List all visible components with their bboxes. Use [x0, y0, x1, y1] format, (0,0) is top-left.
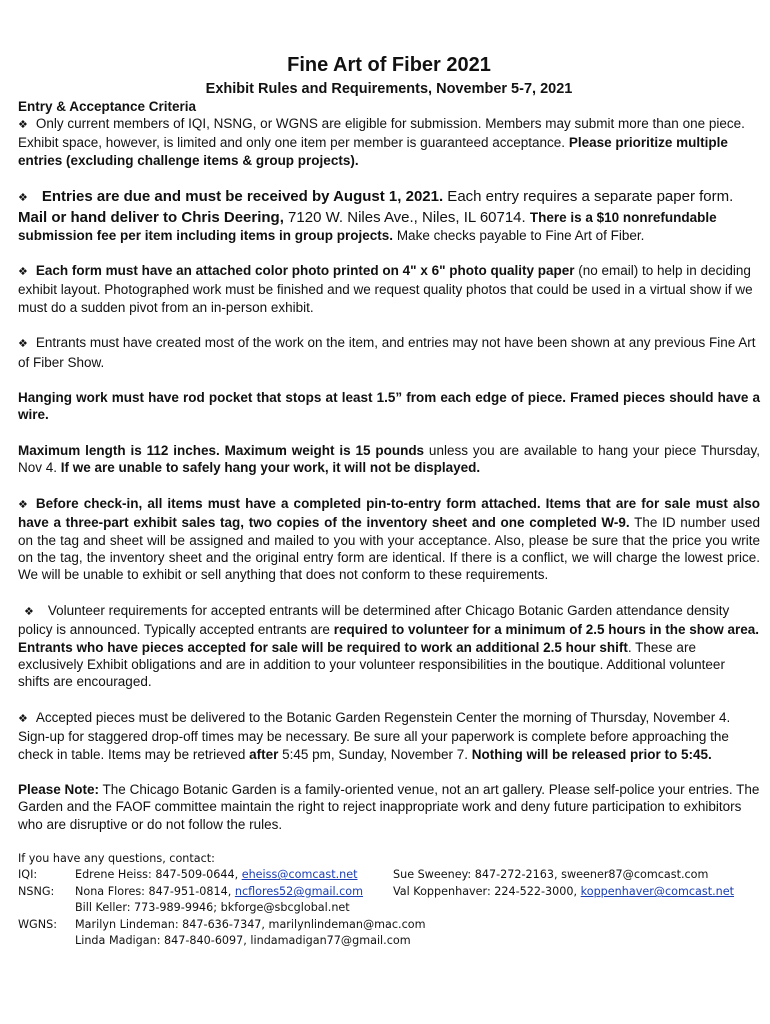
contact-wgns-1: Marilyn Lindeman: 847-636-7347, marilynlindeman@mac.com: [75, 918, 426, 932]
contact-nsng-3: Bill Keller: 773-989-9946; bkforge@sbcglobal.net: [75, 901, 350, 915]
rule-eligibility: ❖ Only current members of IQI, NSNG, or WGNS are eligible for submission. Members may submit more than one piece. Exhibit space, however, is limited and only one item per member is guaranteed acceptance. Please prioritize multiple entries (excluding challenge items & group projects).: [18, 116, 745, 168]
contact-iqi-2: Sue Sweeney: 847-272-2163, sweener87@comcast.com: [393, 868, 709, 882]
entry-heading: Entry & Acceptance Criteria: [18, 99, 197, 114]
rule-volunteer: ❖ Volunteer requirements for accepted entrants will be determined after Chicago Botanic Garden attendance density policy is announced. Typically accepted entrants are required to volunteer for a minimum of 2.5 hours in the show area. Entrants who have pieces accepted for sale will be required to work an additional 2.5 hour shift. These are exclusively Exhibit obligations and are in addition to your volunteer responsibilities in the boutique. Additional volunteer shifts are encouraged.: [18, 602, 760, 690]
contacts-intro: If you have any questions, contact:: [18, 852, 215, 866]
diamond-bullet-icon: ❖: [24, 605, 34, 618]
diamond-bullet-icon: ❖: [18, 712, 28, 725]
page-subtitle: Exhibit Rules and Requirements, November 5-7, 2021: [205, 81, 573, 97]
diamond-bullet-icon: ❖: [18, 498, 28, 511]
diamond-bullet-icon: ❖: [18, 338, 28, 351]
contact-nsng-2: Val Koppenhaver: 224-522-3000, koppenhaver@comcast.net: [393, 885, 735, 899]
contact-nsng-1: Nona Flores: 847-951-0814, ncflores52@gmail.com: [75, 885, 364, 899]
contacts-section: [18, 851, 760, 951]
rule-size-limits: Maximum length is 112 inches. Maximum weight is 15 pounds unless you are available to hang your piece Thursday, Nov 4. If we are unable to safely hang your work, it will not be displayed.: [18, 442, 760, 476]
rule-photo: ❖ Each form must have an attached color photo printed on 4" x 6" photo quality paper (no email) to help in deciding exhibit layout. Photographed work must be finished and we request quality photos that could be used in a virtual show if we must do a sudden pivot from an in-person exhibit.: [18, 263, 753, 315]
org-label-wgns: WGNS:: [18, 918, 57, 932]
rule-original-work: ❖ Entrants must have created most of the work on the item, and entries may not have been shown at any previous Fine Art of Fiber Show.: [18, 335, 756, 370]
org-label-nsng: NSNG:: [18, 885, 55, 899]
rule-hanging: Hanging work must have rod pocket that stops at least 1.5” from each edge of piece. Framed pieces should have a wire.: [18, 390, 760, 423]
rule-deadline: ❖ Entries are due and must be received by August 1, 2021. Each entry requires a separate paper form. Mail or hand deliver to Chris Deering, 7120 W. Niles Ave., Niles, IL 60714. There is a $10 nonrefundable submission fee per item including items in group projects. Make checks payable to Fine Art of Fiber.: [18, 188, 734, 243]
email-link-ncflores[interactable]: ncflores52@gmail.com: [234, 885, 364, 899]
email-link-eheiss[interactable]: eheiss@comcast.net: [241, 868, 358, 882]
email-link-koppenhaver[interactable]: koppenhaver@comcast.net: [580, 885, 735, 899]
please-note: Please Note: The Chicago Botanic Garden is a family-oriented venue, not an art gallery. Please self-police your entries. The Garden and the FAOF committee maintain the right to reject inappropriate work and deny future participation to exhibitors who are disruptive or do not follow the rules.: [18, 781, 760, 832]
contact-iqi-1: Edrene Heiss: 847-509-0644, eheiss@comcast.net: [75, 868, 358, 882]
diamond-bullet-icon: ❖: [18, 192, 28, 205]
document-page: [18, 52, 760, 951]
diamond-bullet-icon: ❖: [18, 266, 28, 279]
rule-delivery: ❖ Accepted pieces must be delivered to the Botanic Garden Regenstein Center the morning of Thursday, November 4. Sign-up for staggered drop-off times may be necessary. Be sure all your paperwork is complete before approaching the check in table. Items may be retrieved after 5:45 pm, Sunday, November 7. Nothing will be released prior to 5:45.: [18, 709, 731, 762]
page-title: Fine Art of Fiber 2021: [287, 54, 491, 76]
org-label-iqi: IQI:: [18, 868, 38, 882]
rule-check-in: ❖ Before check-in, all items must have a completed pin-to-entry form attached. Items that are for sale must also have a three-part exhibit sales tag, two copies of the inventory sheet and one completed W-9. The ID number used on the tag and sheet will be assigned and mailed to you with your acceptance. Also, please be sure that the price you write on the tag, the inventory sheet and the original entry form are identical. If there is a conflict, we will charge the lowest price. We will be unable to exhibit or sell anything that does not conform to these requirements.: [18, 495, 760, 583]
contact-wgns-2: Linda Madigan: 847-840-6097, lindamadigan77@gmail.com: [75, 934, 411, 948]
diamond-bullet-icon: ❖: [18, 119, 28, 131]
